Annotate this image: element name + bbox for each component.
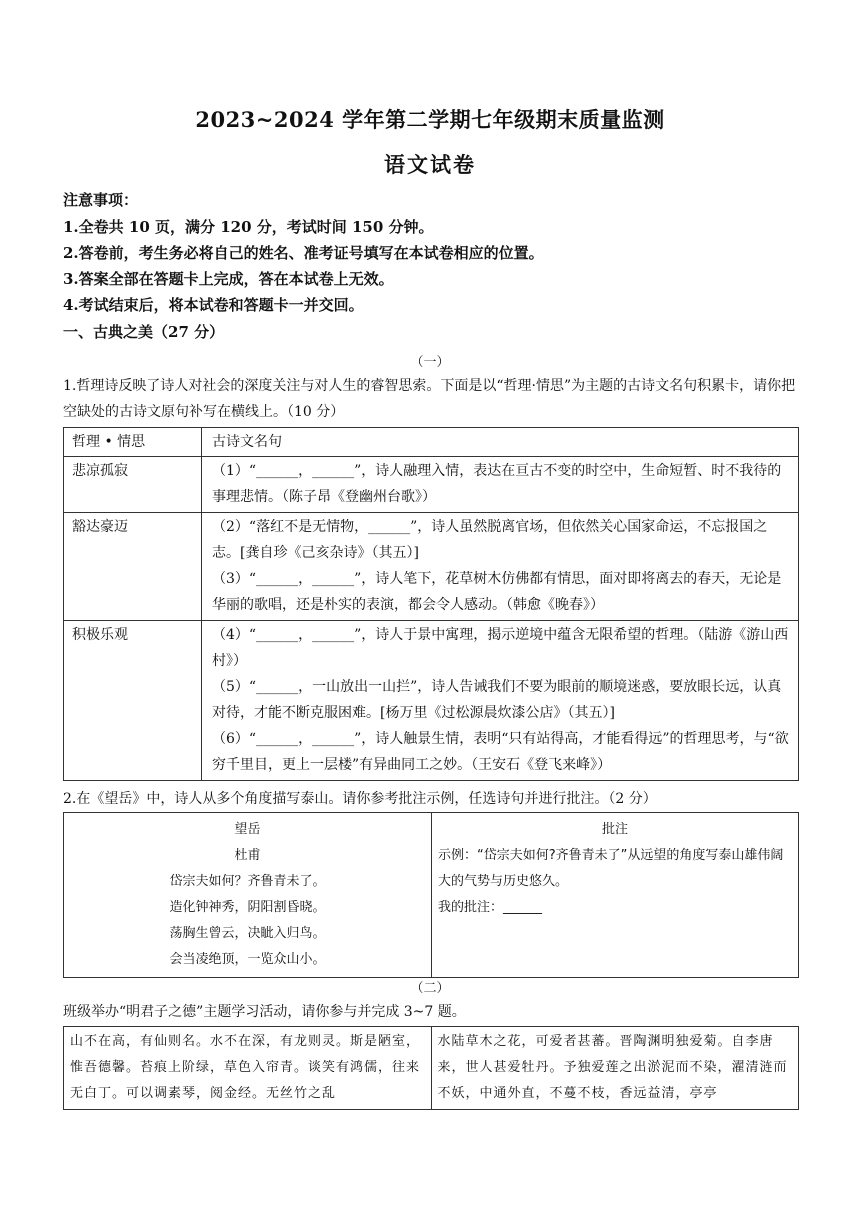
question-1-text: 1.哲理诗反映了诗人对社会的深度关注与对人生的睿智思索。下面是以“哲理·情思”为主题的古诗文名句积累卡，请你把空缺处的古诗文原句补写在横线上。（10 分）	[63, 378, 796, 420]
part-two-mark: （二）	[410, 981, 450, 996]
annotation-example: 示例：“岱宗夫如何?齐鲁青未了”从远望的角度写泰山雄伟阔大的气势与历史悠久。	[438, 848, 784, 889]
question-2-text: 2.在《望岳》中，诗人从多个角度描写泰山。请你参考批注示例，任选诗句并进行批注。（2 分）	[63, 791, 657, 807]
table-header-lines: 古诗文名句	[202, 428, 799, 457]
table-row	[64, 457, 799, 513]
activity-intro: 班级举办“明君子之德”主题学习活动，请你参与并完成 3~7 题。	[63, 1004, 466, 1020]
row-category: 积极乐观	[64, 621, 202, 781]
poem-cell	[64, 813, 432, 978]
poem-title: 望岳	[234, 822, 261, 837]
notice-item-1: 1.全卷共 10 页，满分 120 分，考试时间 150 分钟。	[63, 218, 434, 236]
annotation-header: 批注	[601, 822, 628, 837]
poem-line: 会当凌绝顶，一览众山小。	[169, 952, 326, 967]
notice-item-4: 4.考试结束后，将本试卷和答题卡一并交回。	[63, 296, 364, 314]
table-row	[64, 621, 799, 781]
exam-subtitle: 语文试卷	[384, 152, 476, 177]
reading-text-left: 山不在高，有仙则名。水不在深，有龙则灵。斯是陋室，惟吾德馨。苔痕上阶绿，草色入帘青。谈笑有鸿儒，往来无白丁。可以调素琴，阅金经。无丝竹之乱	[64, 1027, 432, 1110]
row-lines	[202, 513, 799, 621]
exam-title: 2023~2024 学年第二学期七年级期末质量监测	[195, 107, 665, 132]
table-header-row	[64, 428, 799, 457]
fill-blank-line: （4）“______，______”，诗人于景中寓理，揭示逆境中蕴含无限希望的哲理。（陆游《游山西村》）	[212, 627, 789, 669]
fill-blank-line: （5）“______，一山放出一山拦”，诗人告诫我们不要为眼前的顺境迷惑，要放眼长远，认真对待，才能不断克服困难。[杨万里《过松源晨炊漆公店》（其五）]	[212, 679, 782, 721]
section-heading: 一、古典之美（27 分）	[63, 323, 225, 341]
fill-blank-line: （2）“落红不是无情物，______”，诗人虽然脱离官场，但依然关心国家命运，不忘报国之志。[龚自珍《己亥杂诗》（其五）]	[212, 519, 768, 561]
poem-annotation-table	[63, 812, 799, 978]
row-lines	[202, 621, 799, 781]
annotation-cell	[432, 813, 799, 978]
row-lines	[202, 457, 799, 513]
table-row	[64, 513, 799, 621]
notice-item-2: 2.答卷前，考生务必将自己的姓名、准考证号填写在本试卷相应的位置。	[63, 244, 544, 262]
notice-heading: 注意事项：	[63, 191, 139, 209]
poem-line: 岱宗夫如何？齐鲁青未了。	[169, 874, 326, 889]
row-category: 悲凉孤寂	[64, 457, 202, 513]
fill-blank-line: （6）“______，______”，诗人触景生情，表明“只有站得高，才能看得远”的哲理思考，与“欲穷千里目，更上一层楼”有异曲同工之妙。（王安石《登飞来峰》）	[212, 731, 789, 773]
poem-author: 杜甫	[234, 848, 261, 863]
quote-card-table	[63, 427, 799, 781]
poem-line: 造化钟神秀，阴阳割昏晓。	[169, 900, 326, 915]
notice-item-3: 3.答案全部在答题卡上完成，答在本试卷上无效。	[63, 270, 394, 288]
poem-line: 荡胸生曾云，决眦入归鸟。	[169, 926, 326, 941]
part-one-mark: （一）	[410, 355, 450, 370]
table-header-category: 哲理 • 情思	[64, 428, 202, 457]
row-category: 豁达豪迈	[64, 513, 202, 621]
reading-text-right: 水陆草木之花，可爱者甚蕃。晋陶渊明独爱菊。自李唐来，世人甚爱牡丹。予独爱莲之出淤泥而不染，濯清涟而不妖，中通外直，不蔓不枝，香远益清，亭亭	[431, 1027, 799, 1110]
annotation-answer: 我的批注：______	[438, 900, 543, 915]
fill-blank-line: （3）“______，______”，诗人笔下，花草树木仿佛都有情思，面对即将离去的春天，无论是华丽的歌唱，还是朴实的表演，都会令人感动。（韩愈《晚春》）	[212, 571, 782, 613]
reading-texts-table	[63, 1026, 799, 1110]
fill-blank-line: （1）“______，______”，诗人融理入情，表达在亘古不变的时空中，生命短暂、时不我待的事理悲情。（陈子昂《登幽州台歌》）	[212, 463, 782, 505]
